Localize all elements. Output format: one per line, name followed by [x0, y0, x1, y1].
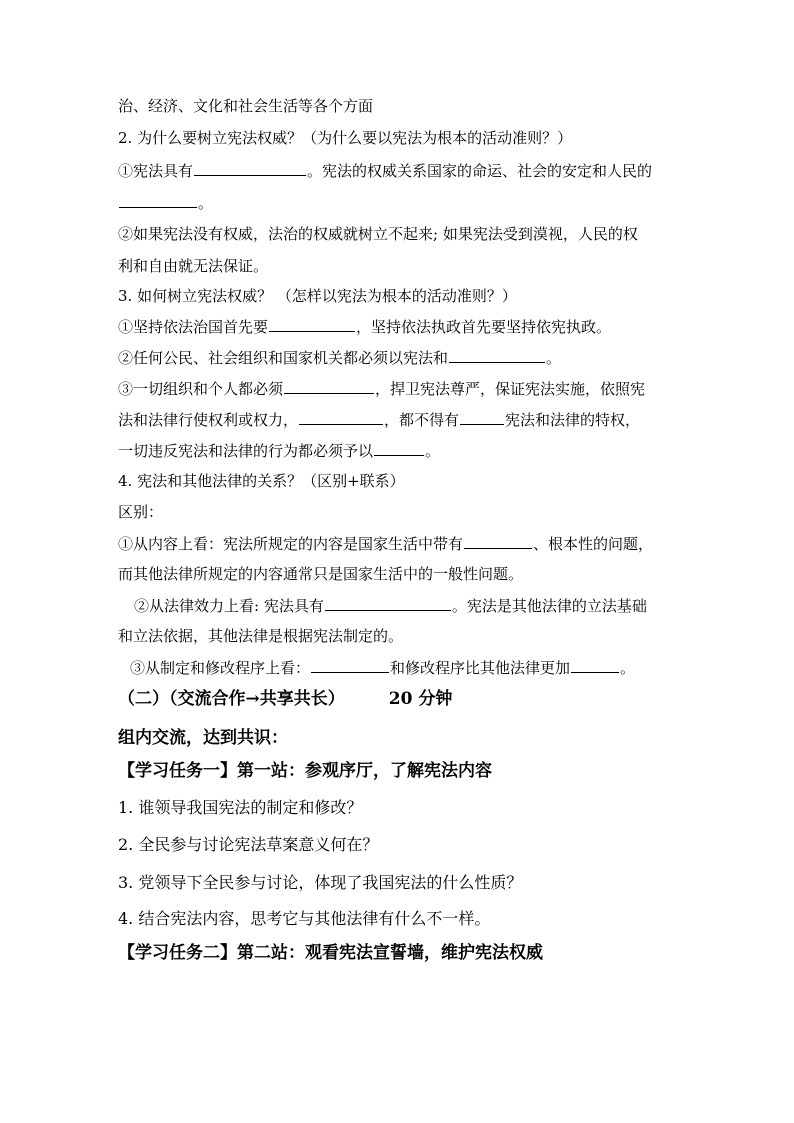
- fill-blank[interactable]: [269, 316, 355, 332]
- text-line: 而其他法律所规定的内容通常只是国家生活中的一般性问题。: [118, 565, 524, 583]
- text-line: 一切违反宪法和法律的行为都必须予以 。: [118, 442, 441, 460]
- section-heading: 组内交流，达到共识：: [118, 728, 288, 748]
- text-line: 利和自由就无法保证。: [118, 257, 269, 275]
- task-heading: 【学习任务一】第一站：参观序厅，了解宪法内容: [118, 761, 492, 781]
- question-heading: 4. 宪法和其他法律的关系？（区别+联系）: [118, 472, 405, 490]
- fill-blank[interactable]: [284, 378, 374, 394]
- section-label: 区别：: [118, 503, 164, 521]
- text-line: ③一切组织和个人都必须 ，捍卫宪法尊严，保证宪法实施，依照宪: [118, 380, 646, 398]
- text-line: 。: [118, 192, 213, 213]
- section-heading: （二）（交流合作→共享共长） 20 分钟: [118, 689, 453, 709]
- task-question: 2. 全民参与讨论宪法草案意义何在？: [118, 835, 379, 854]
- question-heading: 3. 如何树立宪法权威？ （怎样以宪法为根本的活动准则？）: [118, 287, 517, 305]
- question-heading: 2. 为什么要树立宪法权威？（为什么要以宪法为根本的活动准则？）: [118, 129, 573, 147]
- fill-blank[interactable]: [299, 409, 383, 425]
- fill-blank[interactable]: [571, 657, 619, 673]
- text-line: 治、经济、文化和社会生活等各个方面: [118, 97, 374, 115]
- fill-blank[interactable]: [374, 440, 424, 456]
- task-question: 4. 结合宪法内容，思考它与其他法律有什么不一样。: [118, 909, 491, 928]
- fill-blank[interactable]: [449, 347, 545, 363]
- fill-blank[interactable]: [325, 595, 451, 611]
- task-question: 3. 党领导下全民参与讨论，体现了我国宪法的什么性质？: [118, 873, 523, 892]
- text-line: ②任何公民、社会组织和国家机关都必须以宪法和 。: [118, 349, 562, 367]
- fill-blank[interactable]: [119, 192, 197, 208]
- text-line: 和立法依据，其他法律是根据宪法制定的。: [118, 627, 404, 645]
- fill-blank[interactable]: [460, 409, 504, 425]
- text-line: ③从制定和修改程序上看： 和修改程序比其他法律更加 。: [130, 659, 636, 677]
- text-line: 法和法律行使权利或权力， ，都不得有 宪法和法律的特权，: [118, 411, 641, 429]
- text-line: ①宪法具有 。宪法的权威关系国家的命运、社会的安定和人民的: [118, 162, 653, 180]
- fill-blank[interactable]: [464, 533, 532, 549]
- task-question: 1. 谁领导我国宪法的制定和修改？: [118, 798, 363, 817]
- task-heading: 【学习任务二】第二站：观看宪法宣誓墙，维护宪法权威: [118, 943, 543, 963]
- text-line: ①从内容上看：宪法所规定的内容是国家生活中带有 、根本性的问题，: [118, 535, 654, 553]
- text-line: ②如果宪法没有权威，法治的权威就树立不起来; 如果宪法受到漠视，人民的权: [118, 225, 638, 243]
- text-line: ①坚持依法治国首先要 ，坚持依法执政首先要坚持依宪执政。: [118, 318, 612, 336]
- text-line: ②从法律效力上看: 宪法具有 。宪法是其他法律的立法基础: [134, 597, 647, 615]
- fill-blank[interactable]: [194, 160, 306, 176]
- fill-blank[interactable]: [311, 657, 389, 673]
